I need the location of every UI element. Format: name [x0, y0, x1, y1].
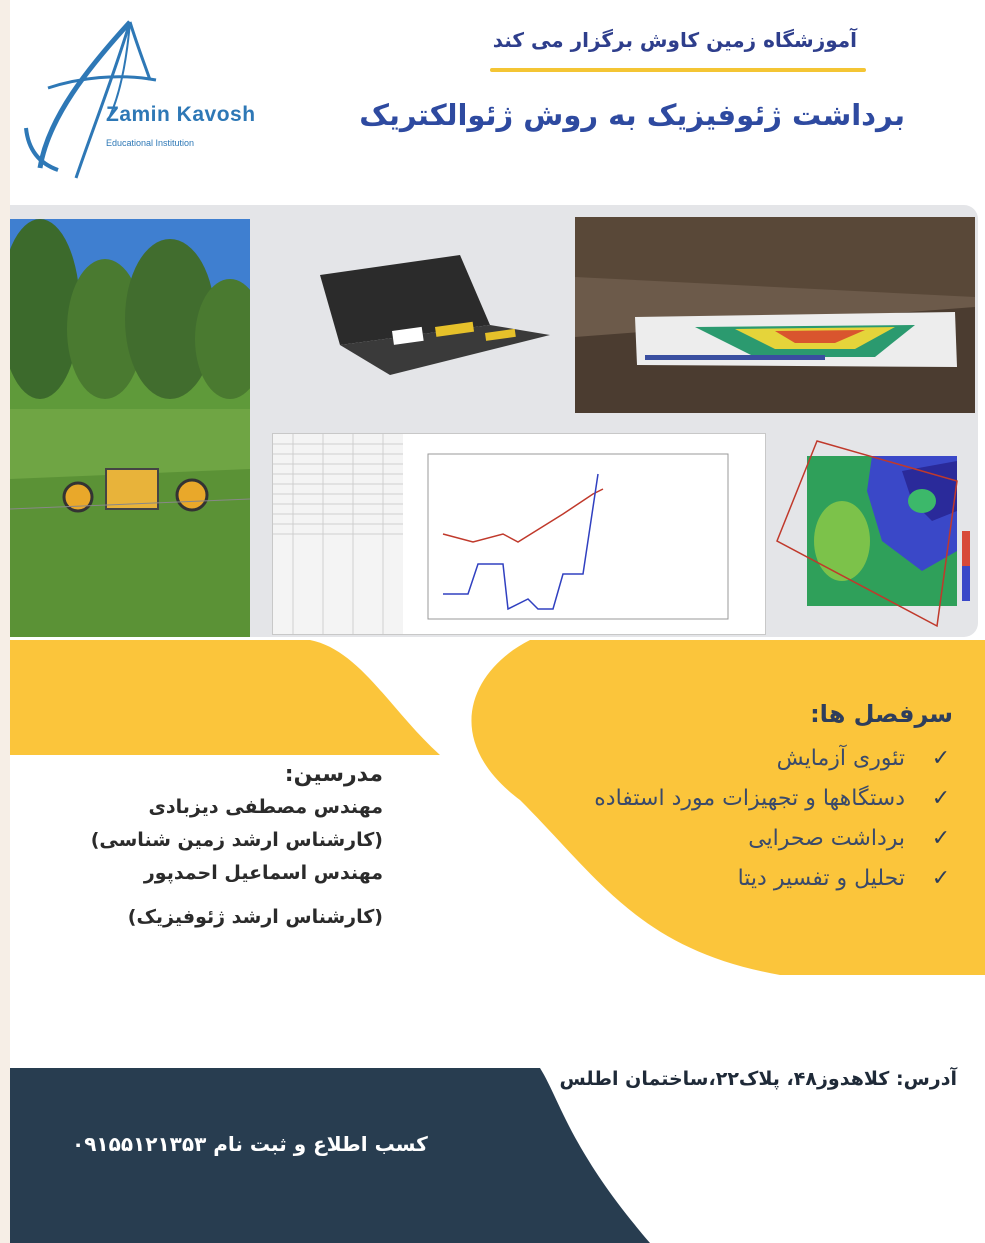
topics-heading: سرفصل ها:: [810, 700, 953, 728]
list-item: [594, 738, 955, 778]
logo-wordmark: Zamin Kavosh: [106, 103, 256, 126]
topic-label: تحلیل و تفسیر دیتا: [737, 865, 905, 891]
field-equipment-photo: [10, 219, 250, 637]
instructors-heading: مدرسین:: [284, 762, 383, 787]
photo-collage: [10, 205, 978, 637]
topics-list: [594, 738, 955, 898]
resistivity-meter-case-photo: [300, 235, 560, 385]
address-text: آدرس: کلاهدوز۴۸، پلاک۲۲،ساختمان اطلس: [559, 1068, 957, 1090]
data-graph-screenshot: [272, 433, 766, 635]
course-title: برداشت ژئوفیزیک به روش ژئوالکتریک: [359, 98, 905, 132]
instructors-block: [91, 762, 383, 939]
resistivity-contour-map: [772, 431, 972, 631]
instructor-name: مهندس اسماعیل احمدپور: [143, 862, 383, 884]
check-icon: ✓: [931, 825, 951, 851]
organizer-underline: [490, 68, 866, 72]
check-icon: ✓: [931, 865, 951, 891]
logo-subtitle: Educational Institution: [106, 138, 195, 148]
satellite-section-photo: [575, 217, 975, 413]
check-icon: ✓: [931, 745, 951, 771]
list-item: [594, 858, 955, 898]
list-item: [594, 818, 955, 858]
topic-label: تئوری آزمایش: [776, 745, 905, 771]
contact-phone: کسب اطلاع و ثبت نام ۰۹۱۵۵۱۲۱۳۵۳: [72, 1132, 428, 1156]
instructor-degree: (کارشناس ارشد ژئوفیزیک): [127, 906, 383, 928]
topic-label: برداشت صحرایی: [748, 825, 905, 851]
list-item: [594, 778, 955, 818]
left-yellow-band: [10, 640, 440, 755]
check-icon: ✓: [931, 785, 951, 811]
organizer-line-text: آموزشگاه زمین کاوش برگزار می کند: [492, 28, 857, 52]
instructor-name: مهندس مصطفی دیزبادی: [148, 796, 383, 818]
topic-label: دستگاهها و تجهیزات مورد استفاده: [594, 785, 905, 811]
instructor-degree: (کارشناس ارشد زمین شناسی): [90, 829, 383, 851]
